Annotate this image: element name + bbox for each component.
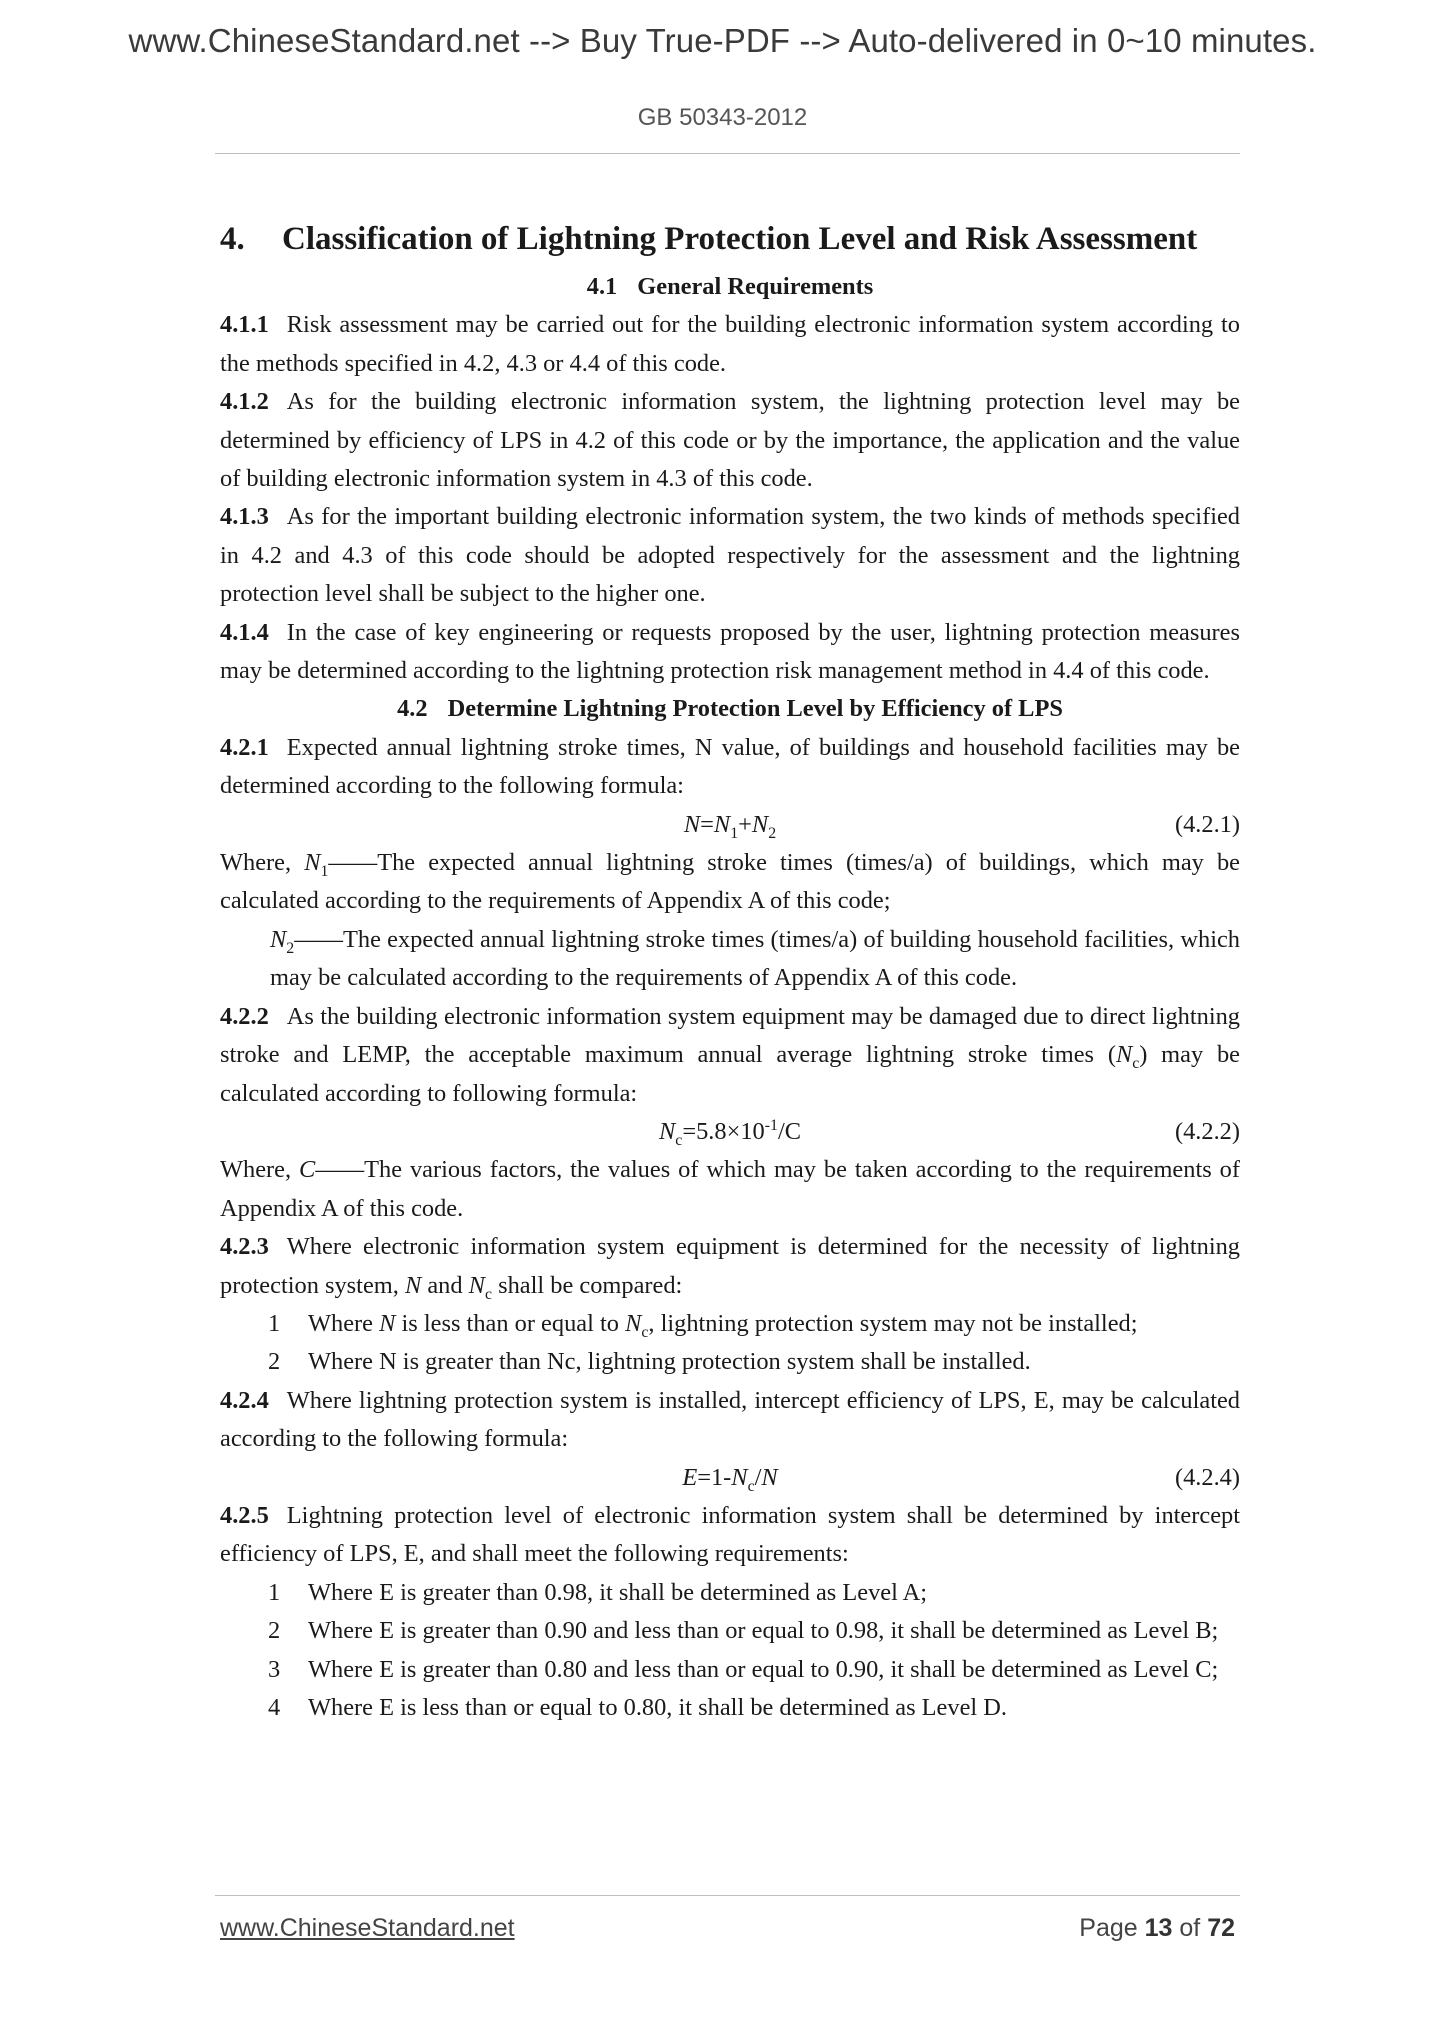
total-pages: 72 xyxy=(1207,1914,1235,1942)
chapter-number: 4. xyxy=(220,221,245,257)
formula-expression: $N=N_1+N_2$ xyxy=(683,810,777,842)
clause-4-1-3: 4.1.3 As for the important building electronic information system, the two kinds of methods specified in 4.2 and 4.3 of this code should be adopted respectively for the assessment and the lightning protection level shall be subject to the higher one. xyxy=(220,503,1240,608)
page-indicator: Page 13 of 72 xyxy=(1079,1914,1235,1942)
clause-4-2-2: 4.2.2 As the building electronic information system equipment may be damaged due to direct lightning stroke and LEMP, the acceptable maximum annual average lightning stroke times $(N_c)$ may be calculated according to following formula: xyxy=(220,1002,1240,1107)
where-n2: $N_2——The$ expected annual lightning stroke times (times/a) of building household facilities, which may be calculated according to the requirements of Appendix A of this code. xyxy=(270,925,1240,992)
formula-expression: $E=1-N_c/N$ xyxy=(682,1463,778,1495)
standard-number: GB 50343-2012 xyxy=(637,104,808,131)
formula-4-2-1 xyxy=(220,806,1240,844)
formula-expression: $N_c=5.8\times 10^{-1}/C$ xyxy=(659,1116,801,1149)
chapter-heading xyxy=(220,210,1240,268)
section-heading-4-2: 4.2 Determine Lightning Protection Level by Efficiency of LPS xyxy=(397,695,1063,723)
current-page: 13 xyxy=(1144,1914,1173,1942)
formula-number: (4.2.1) xyxy=(1174,810,1240,838)
list-item: 2 Where E is greater than 0.90 and less than or equal to 0.98, it shall be determined as Level B; xyxy=(268,1617,1219,1645)
formula-4-2-2 xyxy=(220,1113,1240,1151)
list-item: 3 Where E is greater than 0.80 and less than or equal to 0.90, it shall be determined as Level C; xyxy=(268,1655,1219,1683)
formula-number: (4.2.2) xyxy=(1174,1117,1240,1145)
where-c: Where, C——The various factors, the values of which may be taken according to the requirements of Appendix A of this code. xyxy=(220,1156,1240,1222)
section-heading-4-1: 4.1 General Requirements xyxy=(586,273,874,300)
list-item: 4 Where E is less than or equal to 0.80, it shall be determined as Level D. xyxy=(268,1693,1007,1721)
header-banner: www.ChineseStandard.net --> Buy True-PDF --> Auto-delivered in 0~10 minutes. xyxy=(128,22,1317,59)
document-body xyxy=(220,210,1240,1727)
header-divider xyxy=(215,153,1240,154)
clause-4-2-5: 4.2.5 Lightning protection level of electronic information system shall be determined by intercept efficiency of LPS, E, and shall meet the following requirements: xyxy=(220,1501,1240,1568)
clause-4-1-1: 4.1.1 Risk assessment may be carried out for the building electronic information system according to the methods specified in 4.2, 4.3 or 4.4 of this code. xyxy=(220,311,1240,377)
clause-4-2-1: 4.2.1 Expected annual lightning stroke times, N value, of buildings and household facilities may be determined according to the following formula: xyxy=(220,733,1240,800)
list-item: 1 Where E is greater than 0.98, it shall be determined as Level A; xyxy=(268,1578,928,1606)
list-item: 1 Where N is less than or equal to $N_c$, lightning protection system may not be installed; xyxy=(268,1309,1138,1341)
footer-divider xyxy=(215,1895,1240,1896)
formula-number: (4.2.4) xyxy=(1174,1463,1240,1491)
chapter-title: Classification of Lightning Protection Level and Risk Assessment xyxy=(282,221,1198,257)
where-n1: Where, $N_1——The$ expected annual lightning stroke times (times/a) of buildings, which may be calculated according to the requirements of Appendix A of this code; xyxy=(220,849,1240,915)
formula-4-2-4 xyxy=(220,1459,1240,1497)
list-item: 2 Where N is greater than Nc, lightning protection system shall be installed. xyxy=(268,1348,1031,1376)
footer-site-link[interactable]: www.ChineseStandard.net xyxy=(220,1914,515,1942)
clause-4-2-3: 4.2.3 Where electronic information system equipment is determined for the necessity of lightning protection system, N and $N_c$ shall be compared: xyxy=(220,1233,1240,1303)
clause-4-1-2: 4.1.2 As for the building electronic information system, the lightning protection level may be determined by efficiency of LPS in 4.2 of this code or by the importance, the application and the value of building electronic information system in 4.3 of this code. xyxy=(220,388,1240,493)
clause-4-2-4: 4.2.4 Where lightning protection system is installed, intercept efficiency of LPS, E, may be calculated according to the following formula: xyxy=(220,1386,1240,1453)
clause-4-1-4: 4.1.4 In the case of key engineering or requests proposed by the user, lightning protection measures may be determined according to the lightning protection risk management method in 4.4 of this code. xyxy=(220,618,1240,685)
